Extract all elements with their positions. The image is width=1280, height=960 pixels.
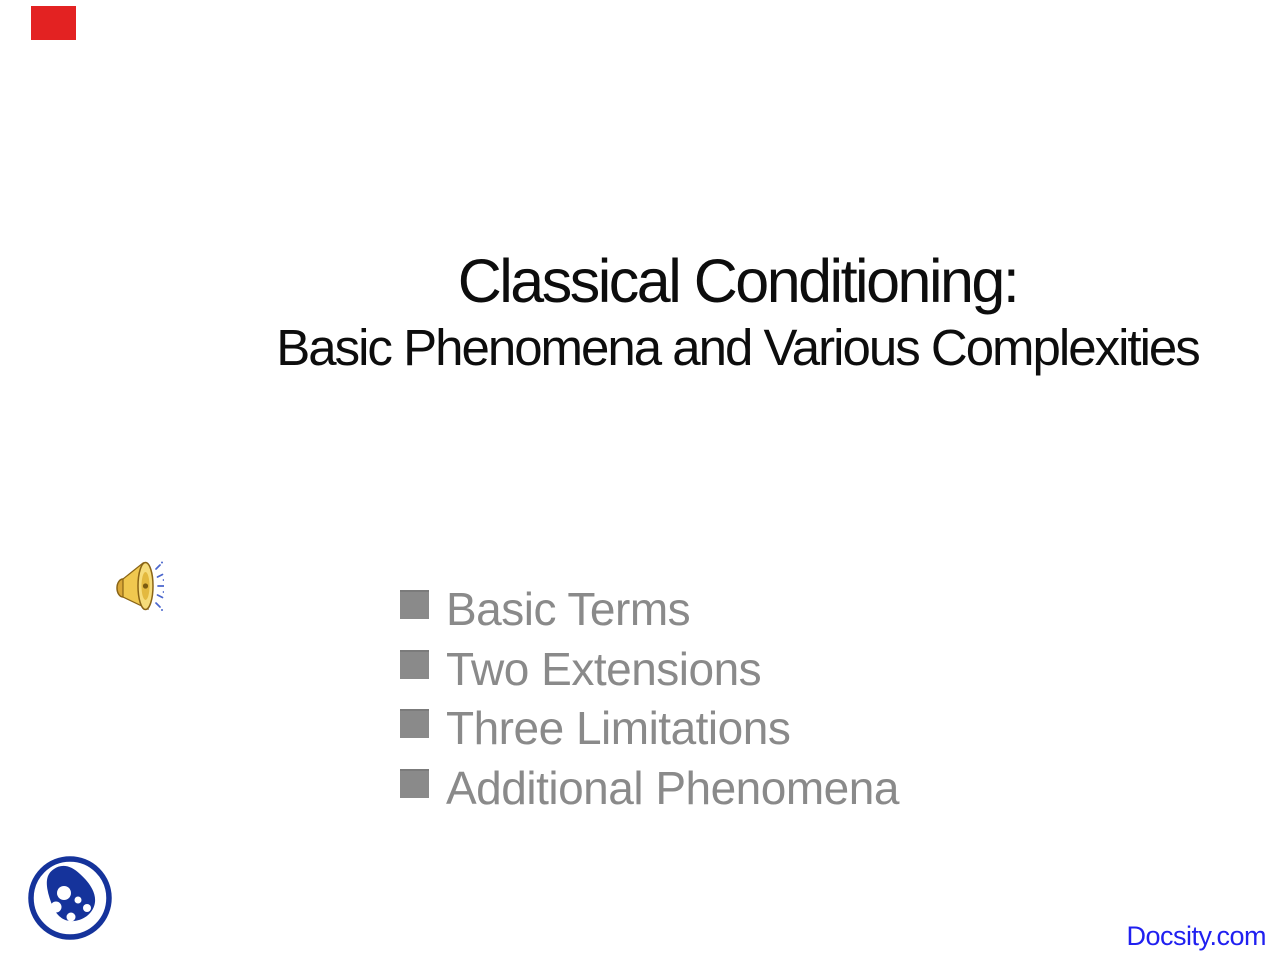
docsity-watermark-link[interactable]: Docsity.com <box>1126 921 1266 951</box>
red-corner-marker-icon <box>31 6 76 40</box>
bullet-square-icon <box>400 709 429 738</box>
docsity-logo-icon <box>26 854 114 942</box>
bullet-list <box>400 580 899 819</box>
bullet-item <box>400 699 899 759</box>
bullet-square-icon <box>400 769 429 798</box>
bullet-label: Basic Terms <box>446 583 691 635</box>
bullet-square-icon <box>400 590 429 619</box>
bullet-item <box>400 580 899 640</box>
bullet-label: Three Limitations <box>446 702 791 755</box>
bullet-label: Two Extensions <box>446 642 762 695</box>
title-block <box>195 244 1280 376</box>
bullet-label: Additional Phenomena <box>446 762 899 815</box>
bullet-square-icon <box>400 650 429 679</box>
bullet-item <box>400 759 899 819</box>
slide-subtitle: Basic Phenomena and Various Complexities <box>276 319 1199 376</box>
bullet-item <box>400 640 899 700</box>
slide-title: Classical Conditioning: <box>457 247 1018 315</box>
audio-speaker-icon[interactable] <box>112 558 164 614</box>
